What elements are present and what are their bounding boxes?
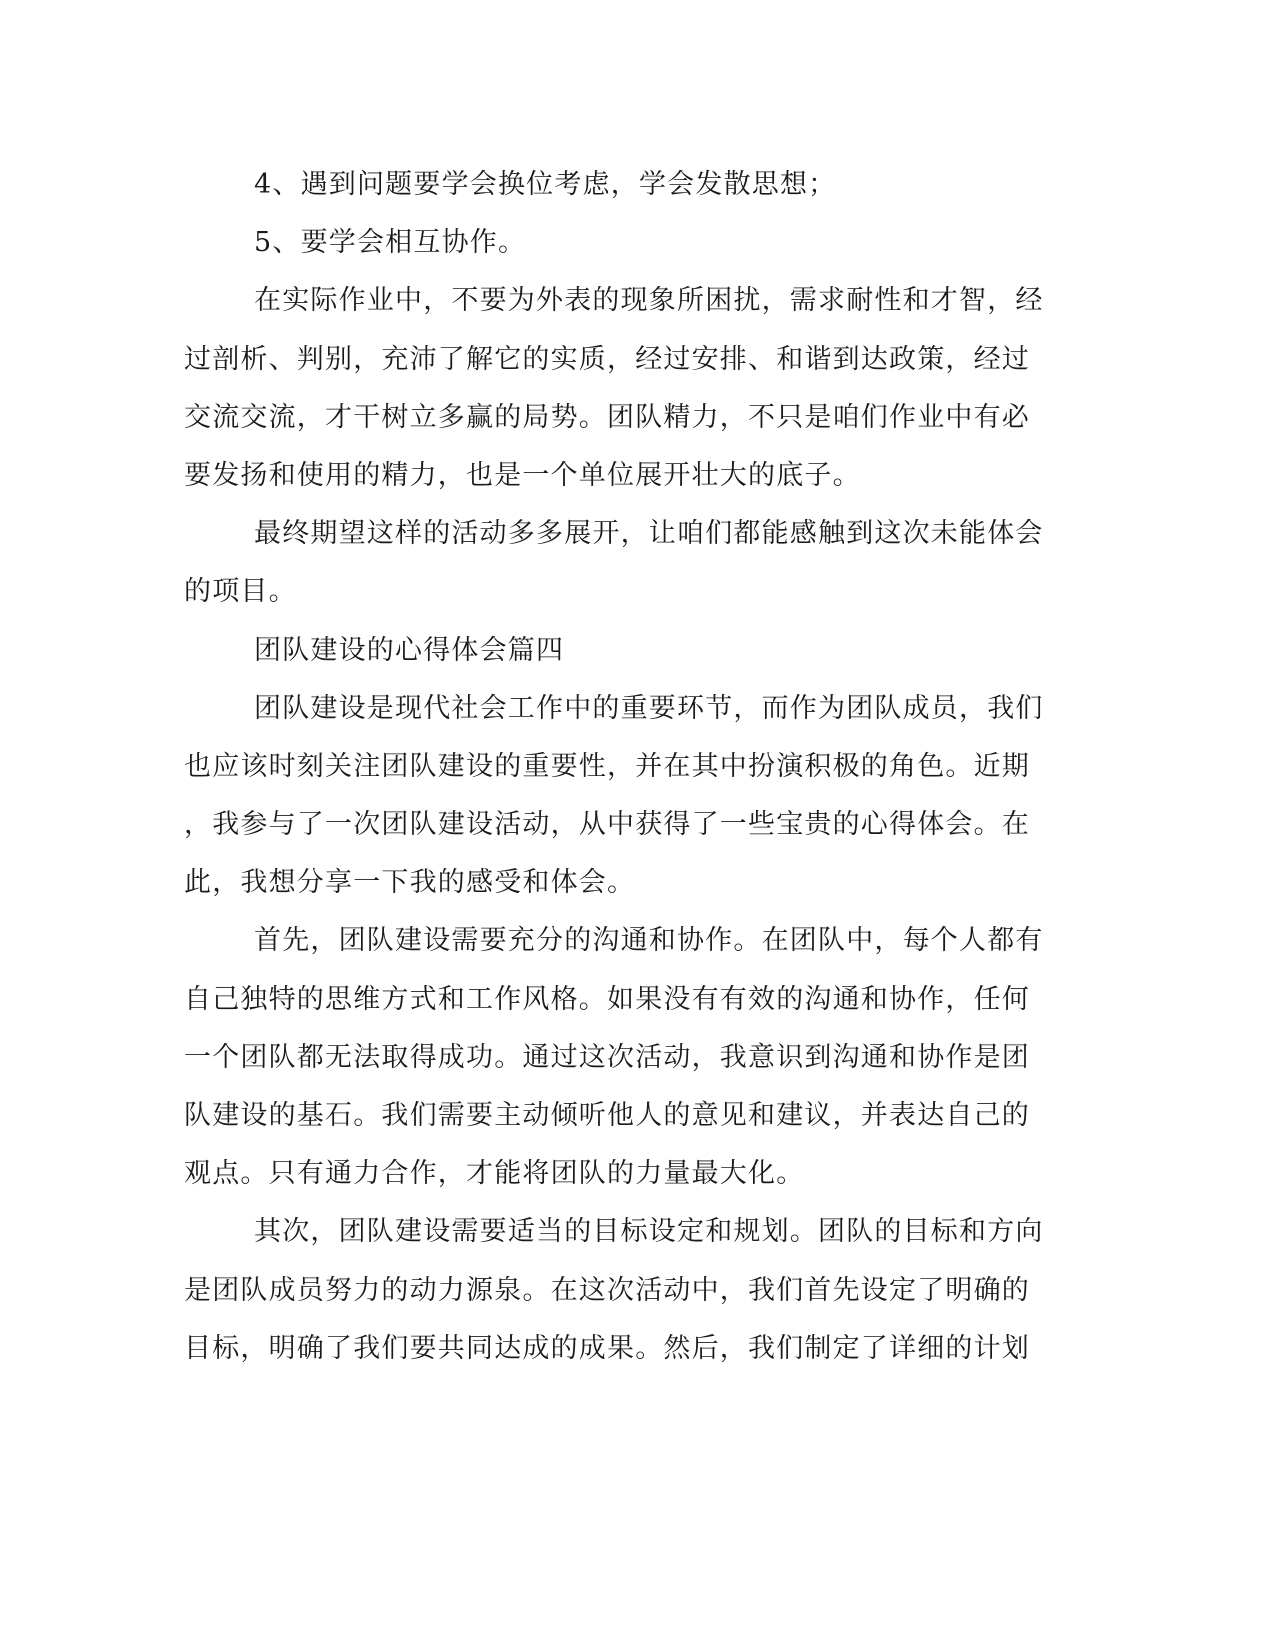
text-line: 此，我想分享一下我的感受和体会。 xyxy=(184,867,636,899)
text-line: 过剖析、判别，充沛了解它的实质，经过安排、和谐到达政策，经过 xyxy=(184,343,1030,375)
text-line: 也应该时刻关注团队建设的重要性，并在其中扮演积极的角色。近期 xyxy=(184,750,1030,782)
text-line: 一个团队都无法取得成功。通过这次活动，我意识到沟通和协作是团 xyxy=(184,1041,1030,1073)
text-line: 最终期望这样的活动多多展开，让咱们都能感触到这次未能体会 xyxy=(254,518,1044,550)
text-line: 自己独特的思维方式和工作风格。如果没有有效的沟通和协作，任何 xyxy=(184,983,1030,1015)
text-line: 首先，团队建设需要充分的沟通和协作。在团队中，每个人都有 xyxy=(254,925,1044,957)
text-line: 其次，团队建设需要适当的目标设定和规划。团队的目标和方向 xyxy=(254,1216,1044,1248)
text-line: 4、遇到问题要学会换位考虑，学会发散思想； xyxy=(254,169,837,200)
text-line: ，我参与了一次团队建设活动，从中获得了一些宝贵的心得体会。在 xyxy=(184,809,1030,841)
text-line: 观点。只有通力合作，才能将团队的力量最大化。 xyxy=(184,1158,805,1190)
document-body xyxy=(184,156,1064,1378)
text-line: 交流交流，才干树立多赢的局势。团队精力，不只是咱们作业中有必 xyxy=(184,401,1030,433)
text-line: 在实际作业中，不要为外表的现象所困扰，需求耐性和才智，经 xyxy=(254,285,1044,317)
text-line: 是团队成员努力的动力源泉。在这次活动中，我们首先设定了明确的 xyxy=(184,1274,1030,1306)
text-line: 的项目。 xyxy=(184,576,297,608)
text-line: 要发扬和使用的精力，也是一个单位展开壮大的底子。 xyxy=(184,459,861,491)
text-line: 5、要学会相互协作。 xyxy=(254,227,527,259)
section-heading: 团队建设的心得体会篇四 xyxy=(254,634,565,666)
text-line: 目标，明确了我们要共同达成的成果。然后，我们制定了详细的计划 xyxy=(184,1332,1030,1364)
text-line: 团队建设是现代社会工作中的重要环节，而作为团队成员，我们 xyxy=(254,692,1044,724)
text-line: 队建设的基石。我们需要主动倾听他人的意见和建议，并表达自己的 xyxy=(184,1100,1030,1131)
